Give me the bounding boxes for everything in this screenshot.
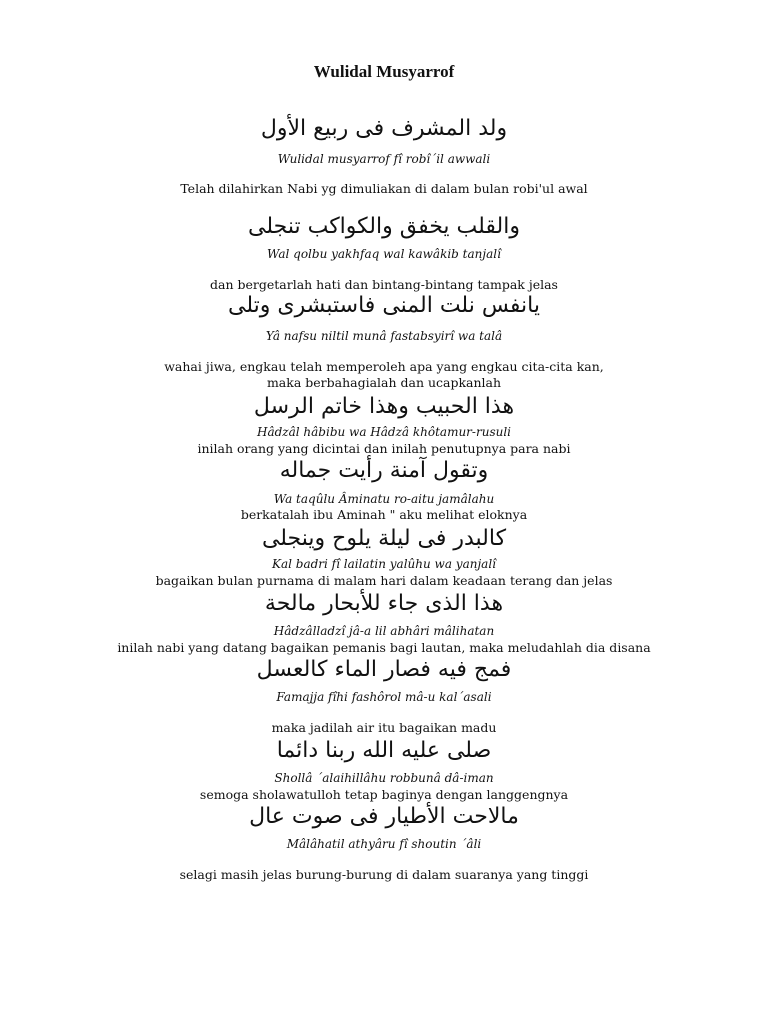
verse-2-arabic: والقلب يخفق والكواكب تنجلى <box>248 214 520 239</box>
verse-1-translation: Telah dilahirkan Nabi yg dimuliakan di dalam bulan robi'ul awal <box>180 181 588 196</box>
verse-2-transliteration: Wal qolbu yakhfaq wal kawâkib tanjalî <box>267 247 501 261</box>
verse-3-transliteration: Yâ nafsu niltil munâ fastabsyirî wa talâ <box>265 329 503 343</box>
verse-2-translation: dan bergetarlah hati dan bintang-bintang tampak jelas <box>210 277 558 292</box>
verse-4-transliteration: Hâdzâl hâbibu wa Hâdzâ khôtamur-rusuli <box>256 425 511 439</box>
verse-7-translation: inilah nabi yang datang bagaikan pemanis bagi lautan, maka meludahlah dia disana <box>117 640 651 655</box>
verse-10-transliteration: Mâlâhatil athyâru fî shoutin ´âli <box>286 837 482 851</box>
verse-5-arabic: وتقول آمنة رأيت جماله <box>279 458 489 483</box>
verse-10-arabic: مالاحت الأطيار فى صوت عال <box>249 804 519 829</box>
verse-6-arabic: كالبدر فى ليلة يلوح وينجلى <box>261 526 507 551</box>
page-title: Wulidal Musyarrof <box>313 62 455 81</box>
verse-3-translation-line-1: wahai jiwa, engkau telah memperoleh apa yang engkau cita-cita kan, <box>164 359 604 374</box>
verse-5-translation: berkatalah ibu Aminah " aku melihat eloknya <box>240 507 528 522</box>
verse-6-transliteration: Kal badri fî lailatin yalûhu wa yanjalî <box>271 557 497 571</box>
verse-4-translation: inilah orang yang dicintai dan inilah penutupnya para nabi <box>197 441 571 456</box>
verse-7-transliteration: Hâdzâlladzî jâ-a lil abhâri mâlihatan <box>273 624 495 638</box>
verse-7-arabic: هذا الذى جاء للأبحار مالحة <box>264 591 504 616</box>
verse-5-transliteration: Wa taqûlu Âminatu ro-aitu jamâlahu <box>273 492 495 506</box>
verse-9-arabic: صلى عليه الله ربنا دائما <box>276 738 492 763</box>
verse-3-arabic: يانفس نلت المنى فاستبشرى وتلى <box>228 293 540 318</box>
verse-1-transliteration: Wulidal musyarrof fî robî´il awwali <box>277 152 491 166</box>
verse-4-arabic: هذا الحبيب وهذا خاتم الرسل <box>253 394 515 419</box>
verse-6-translation: bagaikan bulan purnama di malam hari dalam keadaan terang dan jelas <box>155 573 613 588</box>
verse-8-transliteration: Famajja fîhi fashôrol mâ-u kal´asali <box>276 690 492 704</box>
verse-3-translation-line-2: maka berbahagialah dan ucapkanlah <box>266 375 502 390</box>
verse-10-translation: selagi masih jelas burung-burung di dalam suaranya yang tinggi <box>179 867 589 882</box>
verse-8-translation: maka jadilah air itu bagaikan madu <box>271 720 497 735</box>
verse-9-transliteration: Shollâ ´alaihillâhu robbunâ dâ-iman <box>274 771 494 785</box>
verse-1-arabic: ولد المشرف فى ربيع الأول <box>260 116 508 141</box>
verse-9-translation: semoga sholawatulloh tetap baginya dengan langgengnya <box>199 787 569 802</box>
verse-8-arabic: فمج فيه فصار الماء كالعسل <box>256 657 512 682</box>
